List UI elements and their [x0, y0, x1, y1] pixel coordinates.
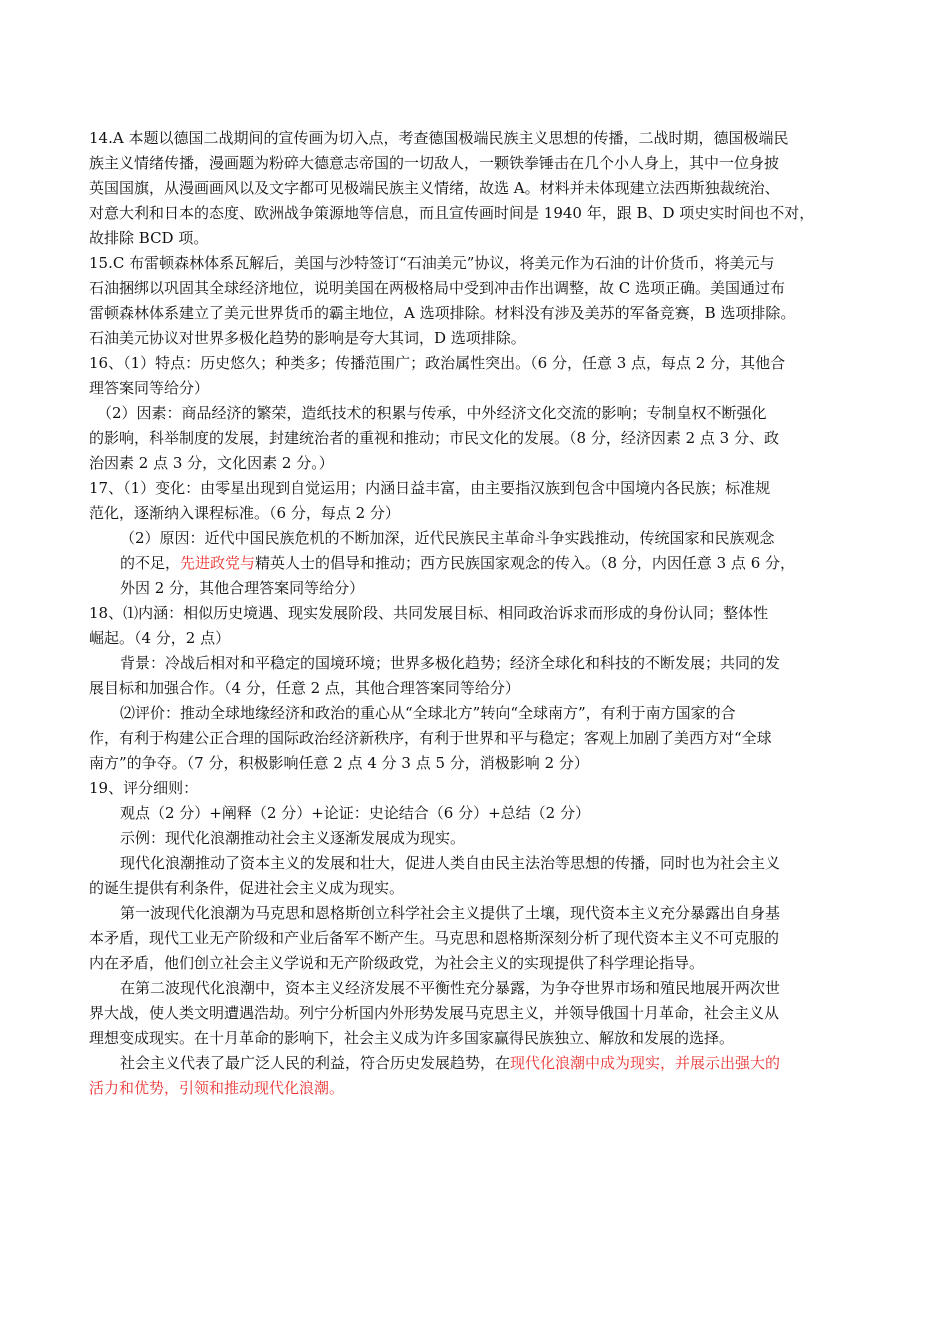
q19-para1-line-2: 的诞生提供有利条件，促进社会主义成为现实。 [89, 879, 405, 897]
q18-line-2: 崛起。（4 分，2 点） [89, 629, 231, 647]
q19-para4-line-2: 活力和优势，引领和推动现代化浪潮。 [89, 1079, 345, 1097]
q19-line-1: 19、评分细则： [89, 779, 199, 797]
q15-line-2: 石油捆绑以巩固其全球经济地位，说明美国在两极格局中受到冲击作出调整，故 C 选项正确。美国通过布 [89, 279, 786, 297]
q19-para4-line-1 [120, 1051, 780, 1075]
q17-line-4-end: 精英人士的倡导和推动；西方民族国家观念的传入。（8 分，内因任意 3 点 6 分， [255, 554, 796, 572]
q19-example-line: 示例：现代化浪潮推动社会主义逐渐发展成为现实。 [120, 829, 466, 847]
q19-scoring-line: 观点（2 分）+阐释（2 分）+论证：史论结合（6 分）+总结（2 分） [120, 804, 590, 822]
q19-para3-line-3: 理想变成现实。在十月革命的影响下，社会主义成为许多国家赢得民族独立、解放和发展的选择。 [89, 1029, 735, 1047]
q19-para2-line-1: 第一波现代化浪潮为马克思和恩格斯创立科学社会主义提供了土壤，现代资本主义充分暴露出自身基 [120, 904, 781, 922]
q19-para2-line-3: 内在矛盾，他们创立社会主义学说和无产阶级政党，为社会主义的实现提供了科学理论指导。 [89, 954, 705, 972]
q19-para1-line-1: 现代化浪潮推动了资本主义的发展和壮大，促进人类自由民主法治等思想的传播，同时也为社会主义 [120, 854, 781, 872]
q19-highlight-text: 现代化浪潮中成为现实，并展示出强大的 [510, 1054, 781, 1072]
q19-para3-line-2: 界大战，使人类文明遭遇浩劫。列宁分析国内外形势发展马克思主义，并领导俄国十月革命，社会主义从 [89, 1004, 780, 1022]
q18-line-4: 展目标和加强合作。（4 分，任意 2 点，其他合理答案同等给分） [89, 679, 520, 697]
q17-line-3: （2）原因：近代中国民族危机的不断加深，近代民族民主革命斗争实践推动，传统国家和民族观念 [120, 529, 775, 547]
q18-line-7: 南方”的争夺。（7 分，积极影响任意 2 点 4 分 3 点 5 分，消极影响 2 分） [89, 754, 589, 772]
q19-para2-line-2: 本矛盾，现代工业无产阶级和产业后备军不断产生。马克思和恩格斯深刻分析了现代资本主义不可克服的 [89, 929, 780, 947]
q17-line-4 [120, 551, 795, 575]
q17-line-2: 范化，逐渐纳入课程标准。（6 分，每点 2 分） [89, 504, 400, 522]
q16-line-2: 理答案同等给分） [89, 379, 210, 397]
q17-highlight-text: 先进政党与 [180, 554, 256, 572]
q16-line-1: 16、（1）特点：历史悠久；种类多；传播范围广；政治属性突出。（6 分，任意 3 点，每点 2 分，其他合 [89, 354, 786, 372]
q19-para3-line-1: 在第二波现代化浪潮中，资本主义经济发展不平衡性充分暴露，为争夺世界市场和殖民地展开两次世 [120, 979, 781, 997]
q18-line-5: ⑵评价：推动全球地缘经济和政治的重心从“全球北方”转向“全球南方”，有利于南方国家的合 [120, 704, 736, 722]
q14-line-2: 族主义情绪传播，漫画题为粉碎大德意志帝国的一切敌人，一颗铁拳锤击在几个小人身上，其中一位身披 [89, 154, 780, 172]
q16-line-4: 的影响，科举制度的发展，封建统治者的重视和推动；市民文化的发展。（8 分，经济因素 2 点 3 分、政 [89, 429, 779, 447]
q15-line-3: 雷顿森林体系建立了美元世界货币的霸主地位，A 选项排除。材料没有涉及美苏的军备竞赛，B 选项排除。 [89, 304, 796, 322]
q15-line-1: 15.C 布雷顿森林体系瓦解后，美国与沙特签订“石油美元”协议，将美元作为石油的计价货币，将美元与 [89, 254, 775, 272]
q19-para4-start: 社会主义代表了最广泛人民的利益，符合历史发展趋势，在 [120, 1054, 511, 1072]
q15-line-4: 石油美元协议对世界多极化趋势的影响是夸大其词，D 选项排除。 [89, 329, 526, 347]
q17-line-1: 17、（1）变化：由零星出现到自觉运用；内涵日益丰富，由主要指汉族到包含中国境内各民族；标准规 [89, 479, 771, 497]
q17-line-5: 外因 2 分，其他合理答案同等给分） [120, 579, 365, 597]
q16-line-5: 治因素 2 点 3 分，文化因素 2 分。） [89, 454, 334, 472]
q18-line-1: 18、⑴内涵：相似历史境遇、现实发展阶段、共同发展目标、相同政治诉求而形成的身份认同；整体性 [89, 604, 769, 622]
q17-line-4-start: 的不足， [120, 554, 181, 572]
q16-line-3: （2）因素：商品经济的繁荣，造纸技术的积累与传承，中外经济文化交流的影响；专制皇权不断强化 [97, 404, 767, 422]
q14-line-3: 英国国旗，从漫画画风以及文字都可见极端民族主义情绪，故选 A。材料并未体现建立法西斯独裁统治、 [89, 179, 780, 197]
q18-line-3: 背景：冷战后相对和平稳定的国境环境；世界多极化趋势；经济全球化和科技的不断发展；共同的发 [120, 654, 781, 672]
q18-line-6: 作，有利于构建公正合理的国际政治经济新秩序，有利于世界和平与稳定；客观上加剧了美西方对“全球 [89, 729, 772, 747]
q14-line-1: 14.A 本题以德国二战期间的宣传画为切入点，考查德国极端民族主义思想的传播，二战时期，德国极端民 [89, 129, 789, 147]
q14-line-4: 对意大利和日本的态度、欧洲战争策源地等信息，而且宣传画时间是 1940 年，跟 B、D 项史实时间也不对， [89, 204, 815, 222]
q14-line-5: 故排除 BCD 项。 [89, 229, 209, 247]
